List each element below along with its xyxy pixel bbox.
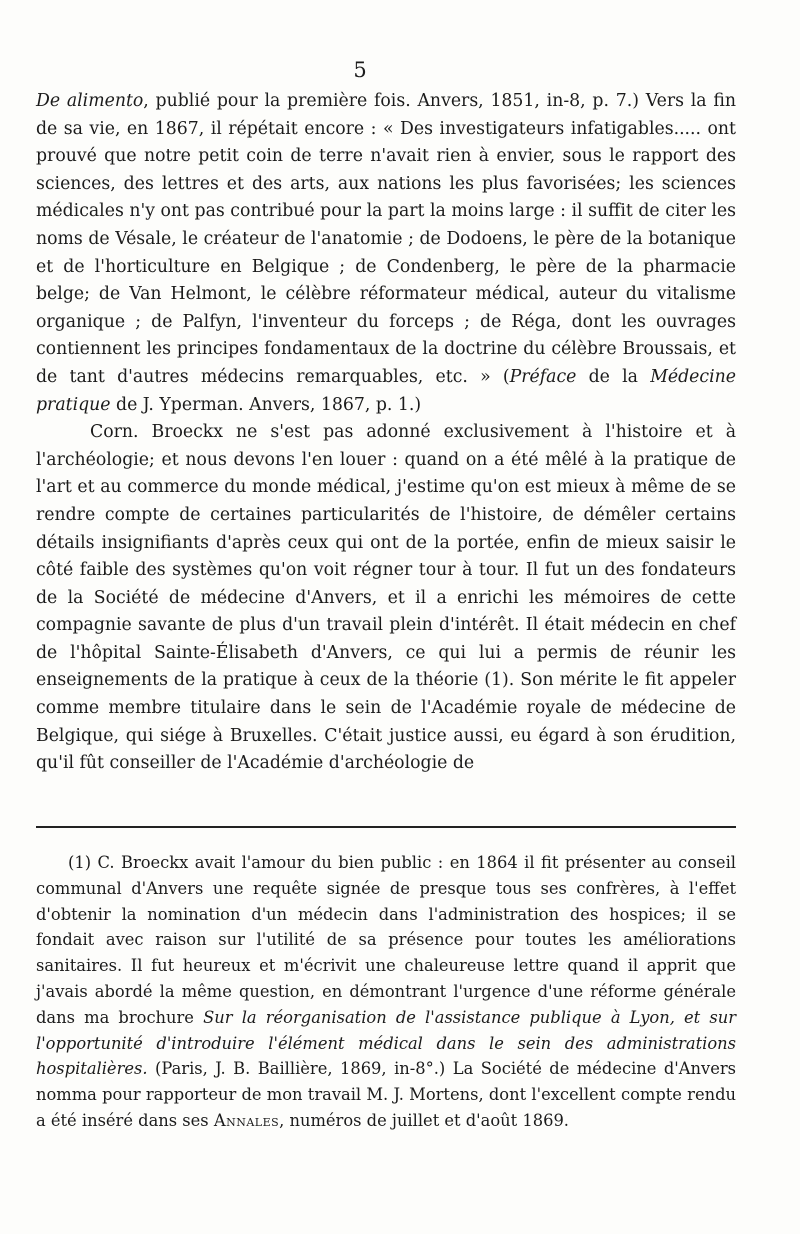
paragraph-1 bbox=[36, 88, 736, 419]
footnote-text-c: , numéros de juillet et d'août 1869. bbox=[279, 1110, 569, 1130]
italic-preface: Préface bbox=[509, 366, 577, 387]
page-number: 5 bbox=[353, 58, 367, 82]
paragraph-2: Corn. Broeckx ne s'est pas adonné exclusivement à l'histoire et à l'archéologie; et nous devons l'en louer : quand on a été mêlé à la pratique de l'art et au commerce du monde médical, j'estime qu'on est mieux à même de se rendre compte de certaines particularités de l'histoire, de démêler certains détails insignifiants d'après ceux qui ont de la portée, enfin de mieux saisir le côté faible des systèmes qu'on voit régner tour à tour. Il fut un des fondateurs de la Société de médecine d'Anvers, et il a enrichi les mémoires de cette compagnie savante de plus d'un travail plein d'intérêt. Il était médecin en chef de l'hôpital Sainte-Élisabeth d'Anvers, ce qui lui a permis de réunir les enseignements de la pratique à ceux de la théorie (1). Son mérite le fit appeler comme membre titulaire dans le sein de l'Académie royale de médecine de Belgique, qui siége à Bruxelles. C'était justice aussi, eu égard à son érudition, qu'il fût conseiller de l'Académie d'archéologie de bbox=[36, 422, 736, 774]
italic-brochure-title: Sur la réorganisation de l'assistance publique à Lyon, et sur l'opportunité d'introduire l'élément médical dans le sein des administrations hospitalières. bbox=[36, 1007, 736, 1079]
footnote-text-a: (1) C. Broeckx avait l'amour du bien public : en 1864 il fit présenter au conseil communal d'Anvers une requête signée de presque tous ses confrères, à l'effet d'obtenir la nomination d'un médecin dans l'administration des hospices; il se fondait avec raison sur l'utilité de sa présence pour toutes les améliorations sanitaires. Il fut heureux et m'écrivit une chaleureuse lettre quand il apprit que j'avais abordé la même question, en démontrant l'urgence d'une réforme générale dans ma brochure bbox=[36, 853, 736, 1027]
footnote-text-b: (Paris, J. B. Baillière, 1869, in-8°.) La Société de médecine d'Anvers nomma pour rapporteur de mon travail M. J. Mortens, dont l'excellent compte rendu a été inséré dans ses bbox=[36, 1059, 736, 1130]
paragraph-1-text-b: de la bbox=[576, 366, 651, 387]
footnote-paragraph bbox=[36, 850, 736, 1134]
italic-title-de-alimento: De alimento bbox=[36, 91, 144, 111]
paragraph-1-text-a: , publié pour la première fois. Anvers, 1851, in-8, p. 7.) Vers la fin de sa vie, en 1867, il répétait encore : « Des investigateurs infatigables..... ont prouvé que notre petit coin de terre n'avait rien à envier, sous le rapport des sciences, des lettres et des arts, aux nations les plus favorisées; les sciences médicales n'y ont pas contribué pour la part la moins large : il suffit de citer les noms de Vésale, le créateur de l'anatomie ; de Dodoens, le père de la botanique et de l'horticulture en Belgique ; de Condenberg, le père de la pharmacie belge; de Van Helmont, le célèbre réformateur médical, auteur du vitalisme organique ; de Palfyn, l'inventeur du forceps ; de Réga, dont les ouvrages contiennent les principes fondamentaux de la doctrine du célèbre Broussais, et de tant d'autres médecins remarquables, etc. » ( bbox=[36, 91, 736, 387]
footnote bbox=[36, 850, 736, 1134]
small-caps-annales: Annales bbox=[213, 1110, 280, 1130]
paragraph-1-text-c: de J. Yperman. Anvers, 1867, p. 1.) bbox=[110, 394, 422, 415]
italic-medecine-pratique: Médecine pratique bbox=[36, 366, 736, 415]
body-text bbox=[36, 88, 736, 778]
footnote-divider bbox=[36, 826, 736, 828]
